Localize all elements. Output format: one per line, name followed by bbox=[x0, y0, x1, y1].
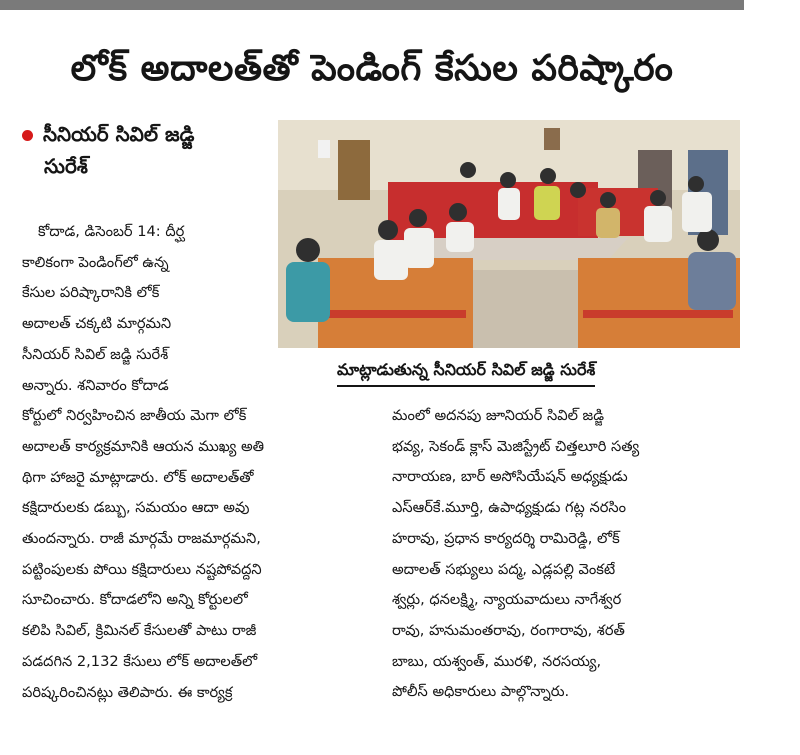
article-col1-line: కోర్టులో నిర్వహించిన జాతీయ మెగా లోక్ bbox=[22, 407, 247, 425]
article-col2-line: ఎస్ఆర్‌కే.మూర్తి, ఉపాధ్యక్షుడు గట్ల నరసిం bbox=[392, 499, 626, 517]
article-col1-line: పట్టింపులకు పోయి కక్షిదారులు నష్టపోవద్దని bbox=[22, 560, 262, 578]
top-gray-bar bbox=[0, 0, 744, 10]
article-col1-line: కోదాడ, డిసెంబర్ 14: దీర్ఘ bbox=[38, 223, 185, 240]
article-col1-line: సీనియర్ సివిల్ జడ్జి సురేశ్ bbox=[22, 345, 169, 363]
article-col1-line: తుందన్నారు. రాజీ మార్గమే రాజమార్గమని, bbox=[22, 530, 261, 547]
article-col1-line: కాలికంగా పెండింగ్‌లో ఉన్న bbox=[22, 253, 169, 271]
article-col1-line: పరిష్కరించినట్లు తెలిపారు. ఈ కార్యక్ర bbox=[22, 683, 233, 701]
article-col1-line: కక్షిదారులకు డబ్బు, సమయం ఆదా అవు bbox=[22, 499, 250, 517]
article-col2-line: భవ్య, సెకండ్ క్లాస్ మెజిస్ట్రేట్ చిత్తలూరి సత్య bbox=[392, 437, 640, 455]
article-col2-line: బాబు, యశ్వంత్, మురళి, నరసయ్య, bbox=[392, 652, 602, 670]
subheading-line-1: సీనియర్ సివిల్ జడ్జి bbox=[43, 122, 195, 146]
article-col2-line: పోలీస్ అధికారులు పాల్గొన్నారు. bbox=[392, 683, 570, 701]
article-col2-line: అదాలత్ సభ్యులు పద్మ, ఎడ్లపల్లి వెంకటే bbox=[392, 560, 616, 578]
article-col1-line: థిగా హాజరై మాట్లాడారు. లోక్ అదాలత్‌తో bbox=[22, 468, 254, 486]
article-col1-line: సూచించారు. కోదాడలోని అన్ని కోర్టులలో bbox=[22, 591, 248, 609]
article-col2-line: మంలో అదనపు జూనియర్ సివిల్ జడ్జి bbox=[392, 407, 605, 424]
article-col1-line: కేసుల పరిష్కారానికి లోక్ bbox=[22, 284, 160, 302]
article-col1-line: అదాలత్ చక్కటి మార్గమని bbox=[22, 315, 172, 333]
photo-caption: మాట్లాడుతున్న సీనియర్ సివిల్ జడ్జి సురేశ్ bbox=[337, 360, 595, 387]
meeting-room-illustration bbox=[278, 120, 740, 348]
subheading bbox=[22, 118, 252, 182]
article-col1-line: కలిపి సివిల్, క్రిమినల్ కేసులతో పాటు రాజీ bbox=[22, 622, 257, 640]
news-photo bbox=[278, 120, 740, 348]
article-col2-line: రావు, హనుమంతరావు, రంగారావు, శరత్ bbox=[392, 621, 625, 639]
article-col2-line: హరావు, ప్రధాన కార్యదర్శి రామిరెడ్డి, లోక్ bbox=[392, 529, 620, 547]
article-col1-line: అన్నారు. శనివారం కోదాడ bbox=[22, 376, 169, 394]
article-col2-line: నారాయణ, బార్ అసోసియేషన్ అధ్యక్షుడు bbox=[392, 468, 628, 486]
article-col2-line: శ్వర్లు, ధనలక్ష్మి, న్యాయవాదులు నాగేశ్వర bbox=[392, 591, 622, 609]
article-col1-line: పడదగిన 2,132 కేసులు లోక్ అదాలత్‌లో bbox=[22, 652, 258, 670]
red-bullet-icon bbox=[22, 130, 33, 141]
article-col1-line: అదాలత్ కార్యక్రమానికి ఆయన ముఖ్య అతి bbox=[22, 437, 265, 455]
headline: లోక్ అదాలత్‌తో పెండింగ్ కేసుల పరిష్కారం bbox=[70, 48, 674, 89]
subheading-line-2: సురేశ్ bbox=[44, 154, 88, 178]
